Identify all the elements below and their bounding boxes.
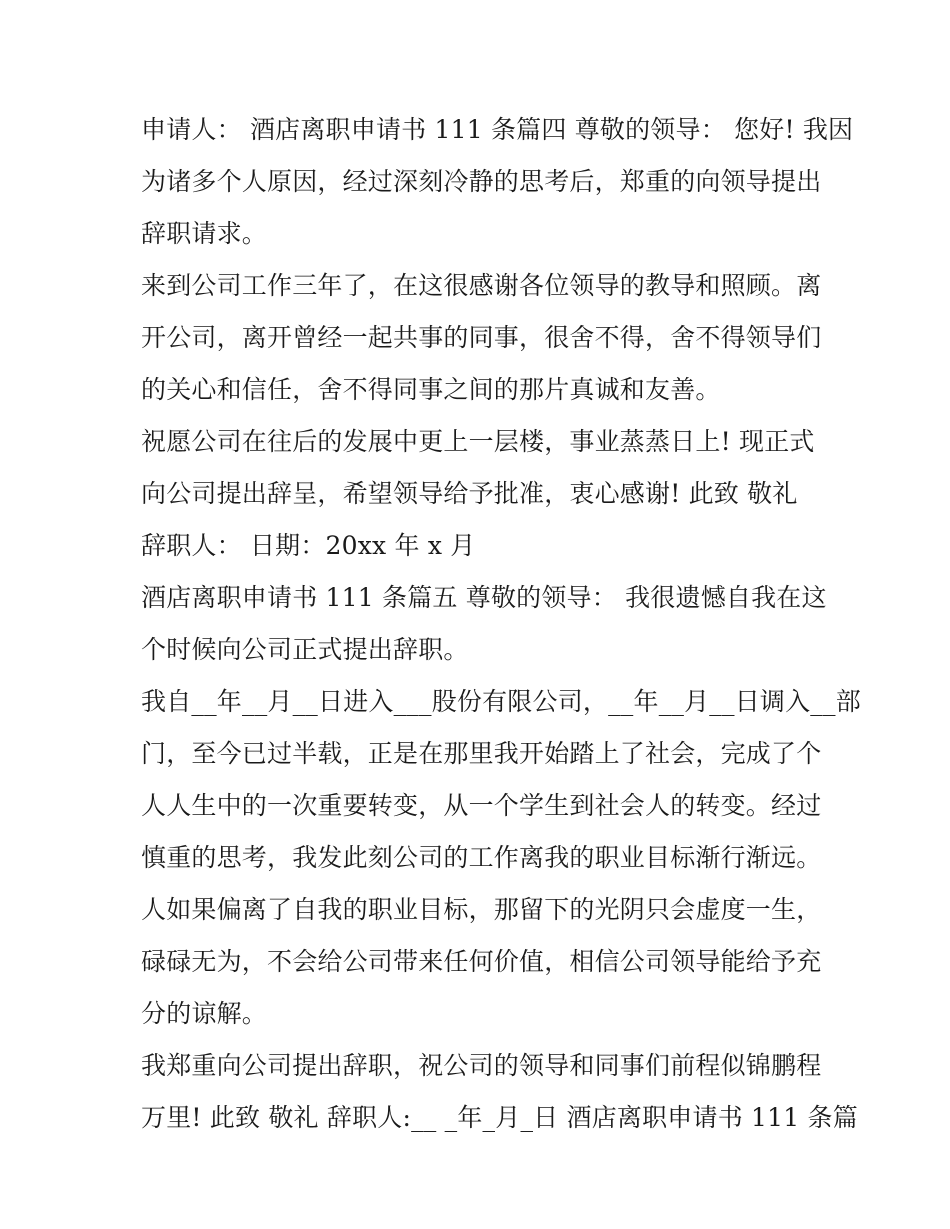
text-line: 申请人： 酒店离职申请书 111 条篇四 尊敬的领导： 您好! 我因: [141, 115, 854, 144]
document-body: [141, 110, 861, 1150]
text-line: 慎重的思考，我发此刻公司的工作离我的职业目标渐行渐远。: [141, 843, 822, 872]
text-line: 个时候向公司正式提出辞职。: [141, 635, 469, 664]
text-line: 人如果偏离了自我的职业目标，那留下的光阴只会虚度一生，: [141, 895, 822, 924]
text-line: 酒店离职申请书 111 条篇五 尊敬的领导： 我很遗憾自我在这: [141, 583, 827, 612]
text-line: 分的谅解。: [141, 999, 268, 1028]
text-line: 万里! 此致 敬礼 辞职人:__ _年_月_日 酒店离职申请书 111 条篇: [141, 1103, 858, 1132]
text-line: 开公司，离开曾经一起共事的同事，很舍不得，舍不得领导们: [141, 323, 822, 352]
text-line: 我自__年__月__日进入___股份有限公司，__年__月__日调入__部: [141, 687, 861, 716]
text-line: 我郑重向公司提出辞职，祝公司的领导和同事们前程似锦鹏程: [141, 1051, 822, 1080]
text-line: 门，至今已过半载，正是在那里我开始踏上了社会，完成了个: [141, 739, 822, 768]
text-line: 祝愿公司在往后的发展中更上一层楼，事业蒸蒸日上! 现正式: [141, 427, 815, 456]
text-line: 为诸多个人原因，经过深刻冷静的思考后，郑重的向领导提出: [141, 167, 822, 196]
text-line: 来到公司工作三年了，在这很感谢各位领导的教导和照顾。离: [141, 271, 822, 300]
text-line: 辞职人： 日期：20xx 年 x 月: [141, 531, 476, 560]
text-line: 碌碌无为，不会给公司带来任何价值，相信公司领导能给予充: [141, 947, 822, 976]
text-line: 的关心和信任，舍不得同事之间的那片真诚和友善。: [141, 375, 721, 404]
text-line: 辞职请求。: [141, 219, 268, 248]
text-line: 向公司提出辞呈，希望领导给予批准，衷心感谢! 此致 敬礼: [141, 479, 798, 508]
text-line: 人人生中的一次重要转变，从一个学生到社会人的转变。经过: [141, 791, 822, 820]
